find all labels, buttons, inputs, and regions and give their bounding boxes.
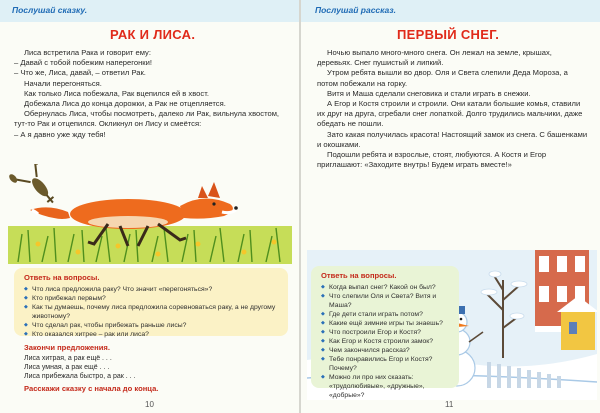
crayfish [8,164,65,214]
story-line: Начали перегоняться. [24,78,102,88]
retell-heading: Расскажи сказку с начала до конца. [24,384,159,393]
story-line: – А я давно уже жду тебя! [14,129,106,139]
right-title: ПЕРВЫЙ СНЕГ. [397,27,500,42]
story-line: – Что же, Лиса, давай, – ответил Рак. [14,68,146,78]
story-line: Утром ребята вышли во двор. Оля и Света слепили Деда Мороза, а потом побежали на горку. [317,68,568,88]
right-page [301,0,600,413]
question-item: ◆ Что сделал рак, чтобы прибежать раньше лисы? [24,321,280,330]
right-questions-list [321,283,451,400]
left-title: РАК И ЛИСА. [110,27,196,42]
story-line: Подошли ребята и взрослые, стоят, любуются. А Костя и Егор приглашают: «Заходите внутрь! Будем играть вместе!» [317,150,547,170]
finish-lines [24,354,244,382]
question-item: ◆ Чем закончился рассказ? [321,346,451,355]
question-item: ◆ Что лиса предложила раку? Что значит «перегоняться»? [24,285,280,294]
left-story [14,48,286,140]
left-page [0,0,299,413]
finish-line: Лиса умная, а рак ещё . . . [24,364,110,372]
left-questions-box [14,268,288,336]
story-line: Ночью выпало много-много снега. Он лежал на земле, крышах, деревьях. Снег пушистый и липкий. [317,48,552,68]
right-section-label: Послушай рассказ. [315,5,396,15]
question-item: ◆ Какие ещё зимние игры ты знаешь? [321,319,451,328]
left-questions-heading: Ответь на вопросы. [24,273,100,282]
story-line: Добежала Лиса до конца дорожки, а Рак не отцепляется. [24,99,226,109]
left-page-number: 10 [145,400,154,409]
question-item: ◆ Можно ли про них сказать: «трудолюбивые», «дружные», «добрые»? [321,373,451,400]
question-item: ◆ Тебе понравились Егор и Костя? Почему? [321,355,451,373]
grass-field [8,226,292,264]
question-item: ◆ Что построили Егор и Костя? [321,328,451,337]
story-line: Как только Лиса побежала, Рак вцепился ей в хвост. [24,88,209,98]
left-section-label: Послушай сказку. [12,5,88,15]
right-questions-box [311,266,459,399]
question-item: ◆ Когда выпал снег? Какой он был? [321,283,451,292]
story-line: Лиса встретила Рака и говорит ему: [24,48,151,57]
question-item: ◆ Как Егор и Костя строили замок? [321,337,451,346]
story-line: А Егор и Костя строили и строили. Они катали большие комья, ставили их друг на друга, сгребали снег лопаткой. Долго трудились мальчики, даже обедать не пошли. [317,99,583,129]
left-questions-list [24,285,280,339]
finish-line: Лиса прибежала быстро, а рак . . . [24,373,136,381]
finish-line: Лиса хитрая, а рак ещё . . . [24,355,112,362]
story-line: – Давай с тобой побежим наперегонки! [14,58,152,68]
fox-head [180,198,233,218]
question-item: ◆ Где дети стали играть потом? [321,310,451,319]
story-line: Зато какая получилась красота! Настоящий замок из снега. С башенками и окошками. [317,129,588,149]
fox-and-crayfish-illustration [8,164,292,264]
question-item: ◆ Кто оказался хитрее – рак или лиса? [24,330,280,339]
fox-ear [208,182,220,198]
right-story [317,48,589,170]
story-line: Обернулась Лиса, чтобы посмотреть, далеко ли Рак, вильнула хвостом, тут-то Рак и отцепился. Окликнул он Лису и смеётся: [14,109,280,129]
question-item: ◆ Что слепили Оля и Света? Витя и Маша? [321,292,451,310]
question-item: ◆ Как ты думаешь, почему лиса предложила соревноваться раку, а не другому животному? [24,303,280,321]
story-line: Витя и Маша сделали снеговика и стали играть в снежки. [327,88,531,98]
question-item: ◆ Кто прибежал первым? [24,294,280,303]
right-page-number: 11 [445,400,454,409]
right-questions-heading: Ответь на вопросы. [321,271,397,280]
finish-heading: Закончи предложения. [24,343,110,352]
